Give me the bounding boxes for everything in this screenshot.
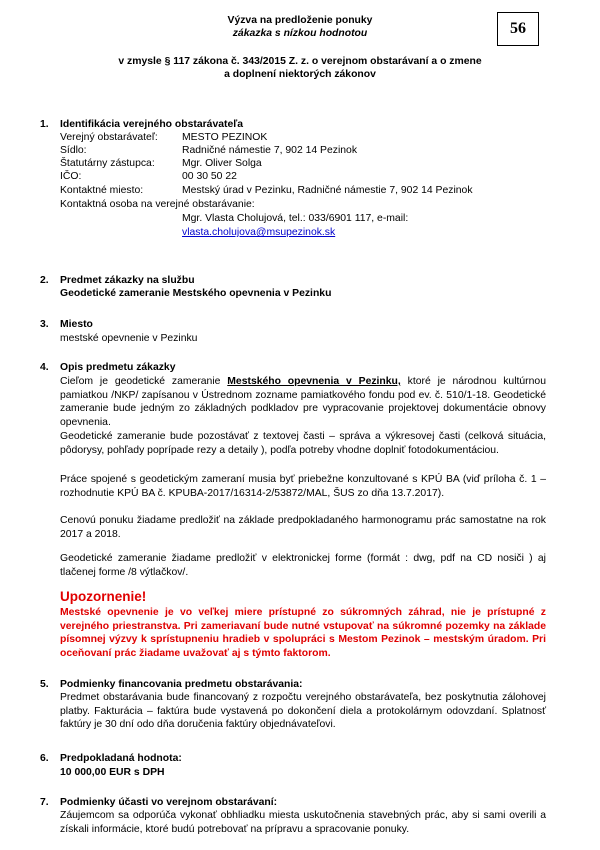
document-number-box: 56 — [497, 12, 539, 46]
label-statutory-rep: Štatutárny zástupca: — [60, 158, 155, 169]
section-5-title: Podmienky financovania predmetu obstarávania: — [60, 679, 303, 690]
description-paragraph-4: Cenovú ponuku žiadame predložiť na základe predpokladaného harmonogramu prác samostatne na rok 2017 a 2018. — [60, 515, 546, 540]
label-contact-place: Kontaktné miesto: — [60, 185, 144, 196]
label-contracting-authority: Verejný obstarávateľ: — [60, 132, 158, 143]
value-ico: 00 30 50 22 — [182, 171, 237, 182]
service-subject: Geodetické zameranie Mestského opevnenia v Pezinku — [60, 288, 332, 299]
label-seat: Sídlo: — [60, 145, 87, 156]
contact-email-link[interactable]: vlasta.cholujova@msupezinok.sk — [182, 227, 336, 238]
description-p1-intro: Cieľom je geodetické zameranie — [60, 376, 228, 387]
document-title: Výzva na predloženie ponuky — [227, 15, 373, 26]
section-6-title: Predpokladaná hodnota: — [60, 753, 182, 764]
description-paragraph-1 — [60, 375, 546, 429]
description-p1-rest: ktoré je národnou kultúrnou pamiatkou /NKP/ zapísanou v Ústrednom zozname pamiatkového fondu pod ev. č. 510/1-18. Geodetické zameranie bude jedným zo základných podkladov pre vypracovanie projektovej dokumentácie obnovy opevnenia. — [60, 376, 546, 428]
law-reference-line2: a doplnení niektorých zákonov — [224, 69, 376, 80]
financing-text: Predmet obstarávania bude financovaný z rozpočtu verejného obstarávateľa, bez poskytnutia zálohovej platby. Fakturácia – faktúra bude vystavená po dokončení diela a protokolárnym odovzdaní. Splatnosť faktúry je 30 dní odo dňa doručenia faktúry objednávateľovi. — [60, 692, 546, 730]
section-2-title: Predmet zákazky na službu — [60, 275, 195, 286]
section-4-title: Opis predmetu zákazky — [60, 362, 176, 373]
law-reference-line1: v zmysle § 117 zákona č. 343/2015 Z. z. o verejnom obstarávaní a o zmene — [118, 56, 482, 67]
section-7-title: Podmienky účasti vo verejnom obstarávaní: — [60, 797, 278, 808]
section-5-number: 5. — [40, 679, 49, 690]
document-subtitle: zákazka s nízkou hodnotou — [232, 28, 368, 39]
value-contact-place: Mestský úrad v Pezinku, Radničné námestie 7, 902 14 Pezinok — [182, 185, 473, 196]
value-statutory-rep: Mgr. Oliver Solga — [182, 158, 262, 169]
section-3-number: 3. — [40, 319, 49, 330]
section-6-number: 6. — [40, 753, 49, 764]
description-paragraph-5: Geodetické zameranie žiadame predložiť v elektronickej forme (formát : dwg, pdf na CD nosiči ) aj tlačenej forme /8 výtlačkov/. — [60, 553, 546, 578]
value-contact-person: Mgr. Vlasta Cholujová, tel.: 033/6901 117, e-mail: — [182, 213, 409, 224]
section-4-number: 4. — [40, 362, 49, 373]
description-p1-highlight: Mestského opevnenia v Pezinku, — [227, 376, 401, 387]
value-contracting-authority: MESTO PEZINOK — [182, 132, 268, 143]
description-paragraph-3: Práce spojené s geodetickým zameraní musia byť priebežne konzultované s KPÚ BA (viď príloha č. 1 – rozhodnutie KPÚ BA č. KPUBA-2017/16314-2/53872/MAL, ŠUS zo dňa 13.7.2017). — [60, 474, 546, 499]
warning-text: Mestské opevnenie je vo veľkej miere prístupné zo súkromných záhrad, nie je prístupné z verejného priestranstva. Pri zameriavaní bude nutné vstupovať na súkromné pozemky na základe písomnej výzvy k sprístupneniu hradieb v spolupráci s Mestom Pezinok – mestským úradom. Pri oceňovaní prác žiadame uvažovať aj s týmto faktorom. — [60, 607, 546, 659]
estimated-value: 10 000,00 EUR s DPH — [60, 767, 165, 778]
description-paragraph-2: Geodetické zameranie bude pozostávať z textovej časti – správa a výkresovej časti (celková situácia, pôdorysy, pohľady poprípade rezy a detaily ), podľa potreby vhodne doplniť fotodokumentáciou. — [60, 431, 546, 456]
section-1-number: 1. — [40, 119, 49, 130]
section-3-title: Miesto — [60, 319, 93, 330]
section-7-number: 7. — [40, 797, 49, 808]
section-2-number: 2. — [40, 275, 49, 286]
label-ico: IČO: — [60, 171, 82, 182]
participation-text: Záujemcom sa odporúča vykonať obhliadku miesta uskutočnenia stavebných prác, aby si sami overili a získali informácie, ktoré budú potrebovať na prípravu a spracovanie ponuky. — [60, 810, 546, 835]
location-text: mestské opevnenie v Pezinku — [60, 333, 198, 344]
label-contact-person: Kontaktná osoba na verejné obstarávanie: — [60, 199, 255, 210]
section-1-title: Identifikácia verejného obstarávateľa — [60, 119, 244, 130]
warning-heading: Upozornenie! — [60, 589, 147, 604]
value-seat: Radničné námestie 7, 902 14 Pezinok — [182, 145, 358, 156]
